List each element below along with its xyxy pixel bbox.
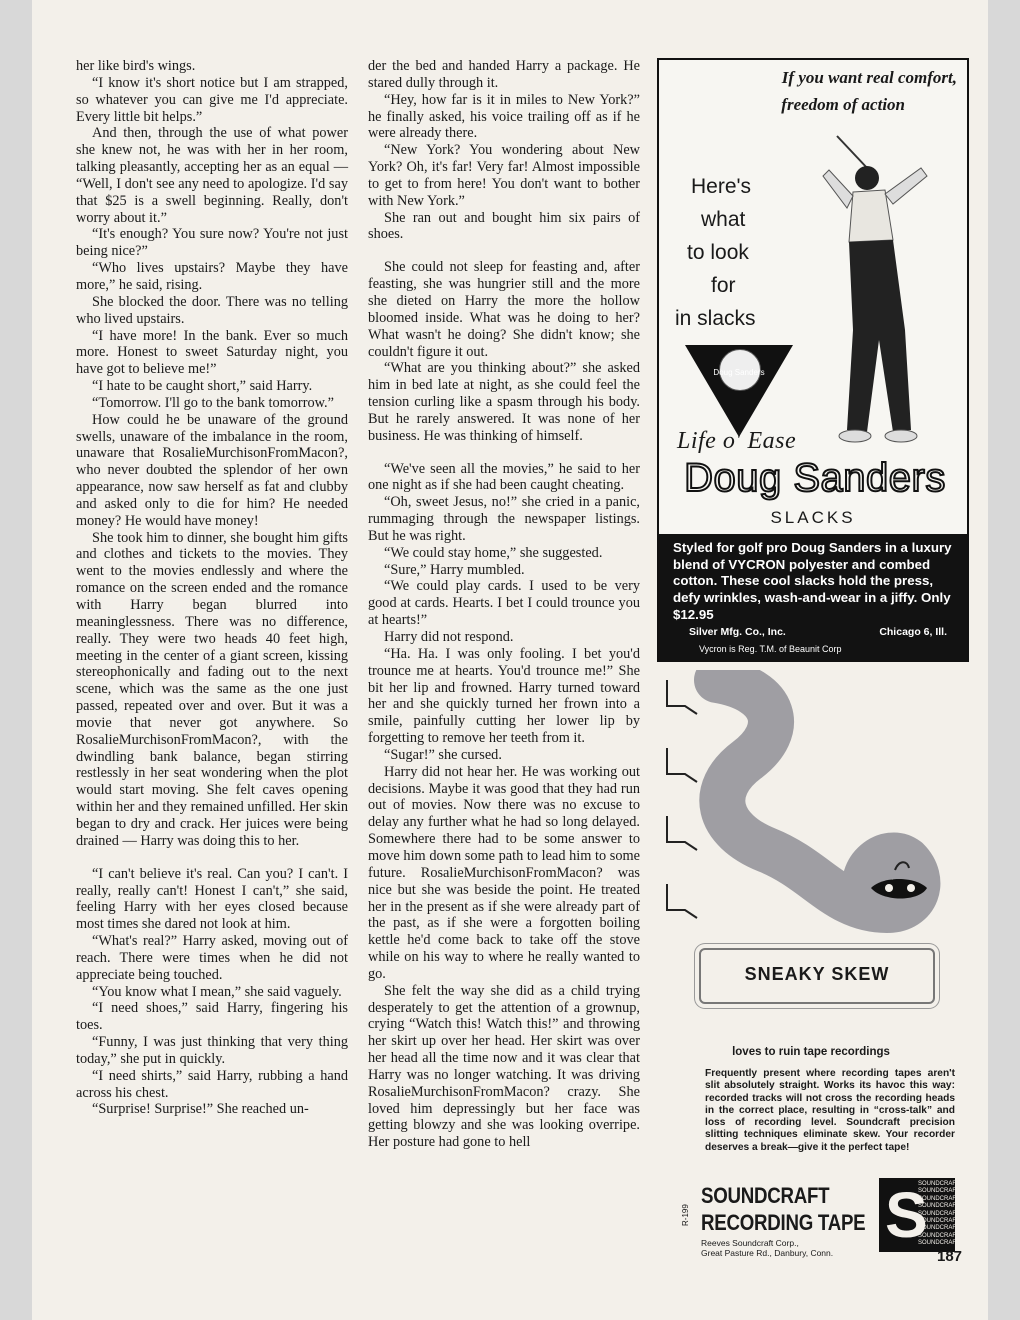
- ad-headline-line-2: freedom of action: [781, 95, 905, 114]
- article-paragraph: “Sugar!” she cursed.: [384, 746, 502, 763]
- article-paragraph: “Ha. Ha. I was only fooling. I bet you'd trounce me at hearts. You'd trounce me!” She bit her lip and frowned. Harry turned toward her and she quickly turned her frown into a smile, painfully cutting her lower lip by forgetting to remove her teeth from it.: [368, 645, 640, 747]
- article-paragraph: “New York? You wondering about New York? Oh, it's far! Very far! Almost impossible to get to from here! You don't want to bother with New York.”: [368, 142, 640, 209]
- article-paragraph: She took him to dinner, she bought him gifts and clothes and tickets to the movies. They went to the movies endlessly and where the romance on the screen ended and the romance with Harry began blurred into meaninglessness. There was no difference, really. They were two heads 40 feet high, meeting in the center of a giant screen, kissing stereophonically and fading out to the next scene, which was the same as the one just passed, repeated over and over. But it was a movie that never got anywhere. So RosalieMurchisonFromMacon?, with the dwindling bank balance, began stirring restlessly in her seat wondering when the plot would start moving. She felt caves opening within her and they remained unfilled. Her skin began to dry and crack. Her juices were being drained — Harry was doing this to her.: [76, 529, 348, 849]
- box-stack-label: SOUNDCRAFT: [918, 1225, 960, 1232]
- soundcraft-tape-box: [879, 1178, 960, 1252]
- article-paragraph: She blocked the door. There was no telling who lived upstairs.: [76, 293, 348, 327]
- tagline-line: what: [701, 208, 746, 231]
- article-paragraph: “I know it's short notice but I am strapped, so whatever you can give me I'd appreciate. Every little bit helps.”: [76, 74, 348, 125]
- article-paragraph: her like bird's wings.: [76, 58, 196, 74]
- sneaky-skew-illustration: [657, 670, 965, 940]
- article-column-left: [76, 58, 348, 1118]
- article-paragraph: “I hate to be caught short,” said Harry.: [92, 378, 313, 395]
- tape-copy: Frequently present where recording tapes aren't slit absolutely straight. Works its havoc this way: recorded tracks will not cross the recording heads in the correct place, resulting in “cross-talk” and loss of recording level. Soundcraft precision slitting techniques eliminate skew. Your recorder deserves a break—give it the perfect tape!: [705, 1068, 955, 1153]
- article-paragraph: “Funny, I was just thinking that very thing today,” she put in quickly.: [76, 1034, 348, 1067]
- article-paragraph: “We could stay home,” she suggested.: [384, 544, 603, 561]
- article-paragraph: “Tomorrow. I'll go to the bank tomorrow.”: [92, 394, 334, 411]
- box-stack-label: SOUNDCRAFT: [918, 1181, 960, 1187]
- box-letter: S: [885, 1179, 928, 1251]
- article-paragraph: Harry did not respond.: [384, 629, 514, 645]
- article-paragraph: “Who lives upstairs? Maybe they have more,” he said, rising.: [76, 260, 348, 293]
- tape-subhead: loves to ruin tape recordings: [732, 1046, 890, 1058]
- article-paragraph: “I have more! In the bank. Ever so much more. Honest to sweet Saturday night, you have got to believe me!”: [76, 327, 348, 378]
- tape-brand-line-2: RECORDING TAPE: [701, 1210, 866, 1235]
- article-paragraph: “We could play cards. I used to be very good at cards. Hearts. I bet I could trounce you at hearts!”: [368, 578, 640, 629]
- article-paragraph: How could he be unaware of the ground swells, unaware of the imbalance in the room, unaware that RosalieMurchisonFromMacon?, who never doubted the splendor of her own appearance, now saw herself as fat and clubby and asked only to die for him? He needed money? He would have money!: [76, 411, 348, 529]
- article-paragraph: She ran out and bought him six pairs of shoes.: [368, 209, 640, 243]
- tape-advertisement: [657, 670, 965, 1280]
- ad-copy-box: [659, 534, 967, 660]
- article-column-middle: [368, 58, 640, 1151]
- box-stack-label: SOUNDCRAFT: [918, 1210, 960, 1217]
- article-paragraph: “You know what I mean,” she said vaguely.: [92, 983, 342, 1000]
- article-paragraph: She felt the way she did as a child trying desperately to get the attention of a grownup, crying “Watch this! Watch this!” and throwing her skirt up over her head. Her skirt was over her head all the time now and it was clear that Harry was no longer watching. It was driving RosalieMurchisonFromMacon? crazy. She loved him depressingly but her face was getting blowzy and she was looking overripe. Her posture had gone to hell: [368, 982, 640, 1151]
- article-paragraph: “Sure,” Harry mumbled.: [384, 561, 525, 578]
- article-paragraph: der the bed and handed Harry a package. He stared dully through it.: [368, 58, 640, 91]
- box-stack-label: SOUNDCRAFT: [918, 1195, 960, 1202]
- tagline-line: for: [711, 274, 736, 297]
- article-paragraph: “What are you thinking about?” she asked him in bed late at night, as she could feel the tension curling like a spasm through his body. But he rarely answered. It was none of her business. He was thinking of himself.: [368, 360, 640, 444]
- ad-company: Silver Mfg. Co., Inc.: [689, 626, 786, 638]
- tape-brand: [701, 1182, 865, 1236]
- article-paragraph: “Oh, sweet Jesus, no!” she cried in a panic, rummaging through the newspaper listings. But he was right.: [368, 494, 640, 544]
- tagline-line: in slacks: [675, 307, 756, 330]
- box-stack-label: SOUNDCRAFT: [918, 1203, 960, 1210]
- ad-city: Chicago 6, Ill.: [879, 626, 947, 638]
- magazine-page: [32, 0, 988, 1320]
- article-paragraph: She could not sleep for feasting and, after feasting, she was hungrier still and the more she dieted on Harry the more the hollow bloomed inside. What was he doing to her? What wasn't he doing? She didn't know; she couldn't figure it out.: [368, 259, 640, 360]
- ad-headline: [659, 64, 957, 118]
- tagline-line: to look: [687, 241, 749, 264]
- tagline-line: Here's: [691, 175, 752, 198]
- tape-brand-line-1: SOUNDCRAFT: [701, 1183, 830, 1208]
- ad-copy: Styled for golf pro Doug Sanders in a luxury blend of VYCRON polyester and combed cotton. These cool slacks hold the press, defy wrinkles, wash-and-wear in a jiffy. Only $12.95: [673, 540, 952, 622]
- ad-tagline: [671, 170, 781, 335]
- article-paragraph: “Surprise! Surprise!” She reached un-: [92, 1101, 309, 1118]
- article-paragraph: “I need shirts,” said Harry, rubbing a hand across his chest.: [76, 1067, 348, 1101]
- article-paragraph: “We've seen all the movies,” he said to her one night as if she had been caught cheating.: [368, 460, 640, 494]
- ad-code: R-199: [681, 1204, 690, 1226]
- brand-name: Doug Sanders: [684, 456, 946, 500]
- golfer-illustration: [809, 130, 969, 460]
- article-paragraph: Harry did not hear her. He was working out decisions. Maybe it was good that they had run out of movies. Now there was no excuse to delay any further what he had so long delayed. Somewhere there had to be some answer to move him down some path to lead him to some future. RosalieMurchisonFromMacon? was nice but she was beside the point. He treated her in the present as if she were already part of the past, as if she were a forgotten boiling kettle he'd come back to take off the stove while on his way to where he really wanted to go.: [368, 763, 640, 982]
- article-paragraph: “I need shoes,” said Harry, fingering his toes.: [76, 1000, 348, 1034]
- tape-address-line-2: Great Pasture Rd., Danbury, Conn.: [701, 1248, 834, 1258]
- page-number: 187: [937, 1248, 963, 1265]
- brand-subtitle: SLACKS: [770, 508, 856, 527]
- tape-address: [701, 1238, 833, 1258]
- ad-trademark: Vycron is Reg. T.M. of Beaunit Corp: [699, 644, 842, 654]
- box-stack-label: SOUNDCRAFT: [918, 1218, 960, 1225]
- box-stack-label: SOUNDCRAFT: [918, 1188, 960, 1195]
- article-paragraph: And then, through the use of what power she knew not, he was with her in her room, talking pleasantly, accepting her as an equal — “Well, I don't see any need to apologize. I'd say that $25 is a swell beginning. Really, don't worry about it.”: [76, 125, 348, 226]
- slacks-advertisement: [657, 58, 969, 662]
- box-stack-label: SOUNDCRAFT: [918, 1232, 960, 1239]
- tape-address-line-1: Reeves Soundcraft Corp.,: [701, 1238, 799, 1248]
- ad-headline-line-1: If you want real comfort,: [781, 68, 957, 87]
- sneaky-skew-banner: [699, 948, 935, 1004]
- article-paragraph: “Hey, how far is it in miles to New York?” he finally asked, his voice trailing off as if he were already there.: [368, 91, 640, 142]
- box-stack: [918, 1181, 960, 1248]
- badge-label: Doug Sanders: [713, 368, 765, 377]
- brand-script-logo: Life o' Ease: [677, 428, 797, 454]
- article-paragraph: “What's real?” Harry asked, moving out of reach. There were times when he did not appreciate being touched.: [76, 933, 348, 983]
- box-stack-label: SOUNDCRAFT: [918, 1240, 960, 1247]
- banner-text: SNEAKY SKEW: [744, 964, 890, 984]
- article-paragraph: “It's enough? You sure now? You're not just being nice?”: [76, 226, 348, 260]
- article-paragraph: “I can't believe it's real. Can you? I can't. I really, really can't! Honest I can't,” she said, feeling Harry with her eyes closed because most times she dared not look at him.: [76, 865, 348, 933]
